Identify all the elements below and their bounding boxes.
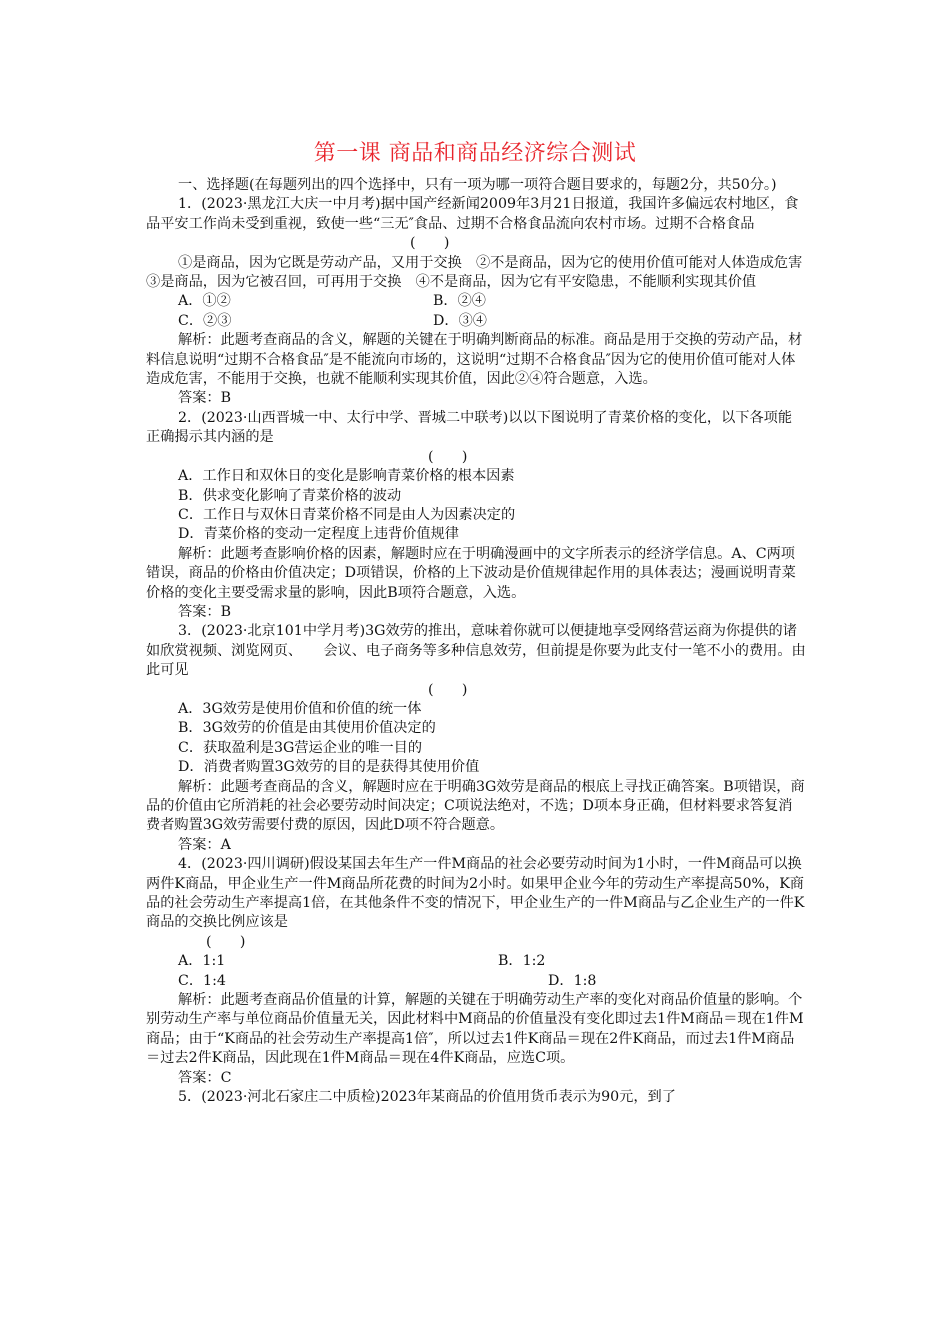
options-row bbox=[146, 972, 806, 991]
option-c: C．②③ bbox=[178, 312, 232, 329]
question-5-stem: 5．(2023·河北石家庄二中质检)2023年某商品的价值用货币表示为90元，到了 bbox=[178, 1089, 676, 1106]
question-1-stem: 1．(2023·黑龙江大庆一中月考)据中国产经新闻2009年3月21日报道，我国许多偏远农村地区，食品平安工作尚未受到重视，致使一些“三无″食品、过期不合格食品流向农村市场。过期不合格食品 bbox=[146, 196, 799, 232]
answer-blank: ( ) bbox=[410, 235, 450, 252]
options-row bbox=[146, 312, 806, 331]
question-3-analysis: 解析：此题考查商品的含义，解题时应在于明确3G效劳是商品的根底上寻找正确答案。B项错误，商品的价值由它所消耗的社会必要劳动时间决定；C项说法绝对，不选；D项本身正确，但材料要求答复消费者购置3G效劳需要付费的原因，因此D项不符合题意。 bbox=[146, 778, 805, 834]
option-d: D．青菜价格的变动一定程度上违背价值规律 bbox=[178, 526, 459, 543]
options-row bbox=[146, 952, 806, 971]
option-b: B．3G效劳的价值是由其使用价值决定的 bbox=[178, 720, 436, 737]
option-c: C．1:4 bbox=[178, 972, 226, 989]
question-4-answer: 答案：C bbox=[178, 1069, 232, 1086]
question-2-stem: 2．(2023·山西晋城一中、太行中学、晋城二中联考)以以下图说明了青菜价格的变化，以下各项能正确揭示其内涵的是 bbox=[146, 409, 793, 446]
answer-blank: ( ) bbox=[206, 933, 246, 950]
option-b: B．1:2 bbox=[498, 953, 546, 970]
answer-blank: ( ) bbox=[428, 681, 468, 698]
option-a: A．1:1 bbox=[178, 953, 226, 970]
options-row bbox=[146, 292, 806, 311]
question-1-answer: 答案：B bbox=[178, 390, 231, 407]
question-4-analysis: 解析：此题考查商品价值量的计算，解题的关键在于明确劳动生产率的变化对商品价值量的影响。个别劳动生产率与单位商品价值量无关，因此材料中M商品的价值量没有变化即过去1件M商品＝现在1件M商品；由于“K商品的社会劳动生产率提高1倍″，所以过去1件K商品＝现在2件K商品，而过去1件M商品＝过去2件K商品，因此现在1件M商品＝现在4件K商品，应选C项。 bbox=[146, 992, 804, 1067]
answer-blank: ( ) bbox=[428, 448, 468, 465]
question-2-answer: 答案：B bbox=[178, 603, 231, 620]
option-c: C．工作日与双休日青菜价格不同是由人为因素决定的 bbox=[178, 506, 516, 523]
section-header: 一、选择题(在每题列出的四个选择中，只有一项为哪一项符合题目要求的，每题2分，共50分。) bbox=[178, 177, 777, 193]
question-1-analysis: 解析：此题考查商品的含义，解题的关键在于明确判断商品的标准。商品是用于交换的劳动产品，材料信息说明“过期不合格食品″是不能流向市场的，这说明“过期不合格食品″因为它的使用价值可能对人体造成危害，不能用于交换，也就不能顺利实现其价值，因此②④符合题意，入选。 bbox=[146, 332, 803, 388]
option-a: A．工作日和双休日的变化是影响青菜价格的根本因素 bbox=[178, 468, 515, 485]
option-b: B．②④ bbox=[433, 293, 486, 310]
option-d: D．③④ bbox=[433, 312, 487, 329]
question-3-answer: 答案：A bbox=[178, 836, 231, 853]
question-1-items: ①是商品，因为它既是劳动产品，又用于交换 ②不是商品，因为它的使用价值可能对人体造成危害 ③是商品，因为它被召回，可再用于交换 ④不是商品，因为它有平安隐患，不能顺利实现其价值 bbox=[146, 254, 817, 291]
question-2-analysis: 解析：此题考查影响价格的因素，解题时应在于明确漫画中的文字所表示的经济学信息。A、C两项错误，商品的价格由价值决定；D项错误，价格的上下波动是价值规律起作用的具体表达；漫画说明青菜价格的变化主要受需求量的影响，因此B项符合题意，入选。 bbox=[146, 545, 796, 601]
option-b: B．供求变化影响了青菜价格的波动 bbox=[178, 487, 402, 504]
question-4-stem: 4．(2023·四川调研)假设某国去年生产一件M商品的社会必要劳动时间为1小时，一件M商品可以换两件K商品，甲企业生产一件M商品所花费的时间为2小时。如果甲企业今年的劳动生产率提高50%，K商品的社会劳动生产率提高1倍，在其他条件不变的情况下，甲企业生产的一件M商品与乙企业生产的一件K商品的交换比例应该是 bbox=[146, 856, 805, 931]
option-d: D．1:8 bbox=[548, 972, 597, 989]
question-3-stem: 3．(2023·北京101中学月考)3G效劳的推出，意味着你就可以便捷地享受网络营运商为你提供的诸如欣赏视频、浏览网页、 会议、电子商务等多种信息效劳，但前提是你要为此支付一笔不小的费用。由此可见 bbox=[146, 623, 806, 679]
option-a: A．①② bbox=[178, 293, 231, 310]
option-a: A．3G效劳是使用价值和价值的统一体 bbox=[178, 700, 422, 717]
document-body bbox=[146, 176, 817, 1108]
option-d: D．消费者购置3G效劳的目的是获得其使用价值 bbox=[178, 759, 480, 776]
option-c: C．获取盈利是3G营运企业的唯一目的 bbox=[178, 739, 423, 756]
page-title: 第一课 商品和商品经济综合测试 bbox=[313, 141, 637, 166]
